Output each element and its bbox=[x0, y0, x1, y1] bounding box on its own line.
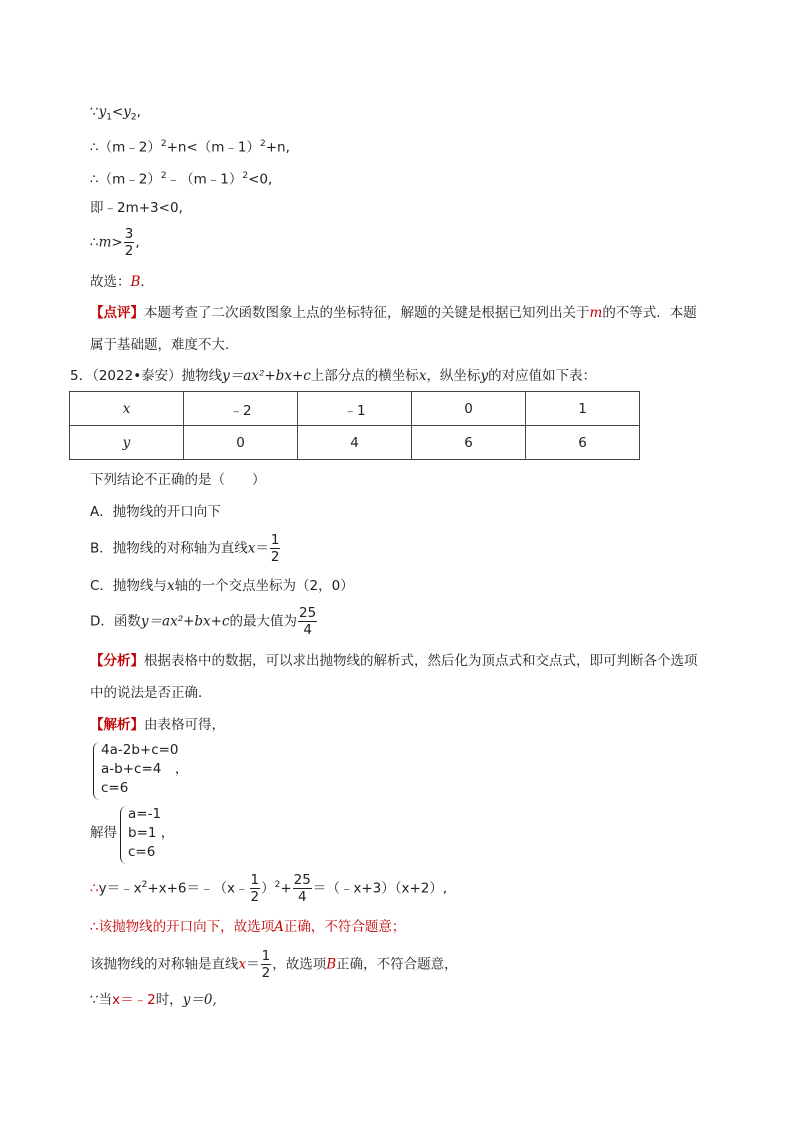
question-5-stem: 5．（2022•泰安）抛物线y＝ax²+bx+c上部分点的横坐标x，纵坐标y的对应值如下表： bbox=[70, 368, 597, 384]
comment-line-2: 属于基础题，难度不大． bbox=[90, 337, 239, 353]
equation: a=-1 bbox=[128, 806, 162, 822]
conclusion-a: ∴该抛物线的开口向下，故选项A正确，不符合题意； bbox=[90, 919, 406, 935]
parabola-equation-line: $\therefore y=﹣x^2+x+6=﹣(x﹣$ $\frac{1}{2}$ ）$^2$+ $\frac{25}{4}$ ＝（﹣x+3）（x+2）, bbox=[90, 872, 448, 905]
brace bbox=[120, 806, 127, 864]
question-prompt: 下列结论不正确的是（ ） bbox=[90, 472, 266, 488]
option-d: D．函数y＝ax²+bx+c的最大值为 $\frac{25}{4}$ bbox=[90, 605, 317, 638]
line-inequality-1: ∴（m﹣2）$^2$+n<（m﹣1）$^2$+n, bbox=[90, 139, 290, 156]
equation: c=6 bbox=[128, 844, 156, 860]
brace bbox=[93, 742, 100, 800]
fraction: $\frac{25}{4}$ bbox=[293, 872, 311, 905]
table-row bbox=[70, 426, 640, 460]
fraction: $\frac{1}{2}$ bbox=[261, 948, 271, 981]
equation: 4a-2b+c=0 bbox=[101, 742, 179, 758]
comment-line-1: 【点评】本题考查了二次函数图象上点的坐标特征，解题的关键是根据已知列出关于m的不等式．本题 bbox=[90, 305, 697, 321]
equation: b=1 ， bbox=[128, 825, 175, 841]
table-cell: 1 bbox=[526, 392, 640, 426]
table-cell: x bbox=[70, 392, 184, 426]
fraction: $\frac{1}{2}$ bbox=[270, 532, 280, 565]
option-a: A．抛物线的开口向下 bbox=[90, 504, 221, 520]
table-cell: ﹣2 bbox=[184, 392, 298, 426]
fraction: $\frac{25}{4}$ bbox=[299, 605, 317, 638]
line-y1-lt-y2: $\because y_1<y_2$, bbox=[90, 104, 141, 123]
solution-intro: 【解析】由表格可得， bbox=[90, 717, 225, 733]
conclusion-b: 该抛物线的对称轴是直线x＝ $\frac{1}{2}$ ，故选项B正确，不符合题意， bbox=[90, 948, 458, 981]
analysis-line-1: 【分析】根据表格中的数据，可以求出抛物线的解析式，然后化为顶点式和交点式，即可判断各个选项 bbox=[90, 653, 698, 669]
equation: c=6 bbox=[101, 780, 129, 796]
line-choose-answer: 故选：B. bbox=[90, 274, 145, 290]
option-b: B．抛物线的对称轴为直线x＝ $\frac{1}{2}$ bbox=[90, 532, 280, 565]
option-c: C．抛物线与x轴的一个交点坐标为（2，0） bbox=[90, 578, 354, 594]
table-row bbox=[70, 392, 640, 426]
line-m-gt-fraction: ∴m> $\frac{3}{2}$ , bbox=[90, 226, 140, 259]
table-cell: 6 bbox=[526, 426, 640, 460]
table-cell: 4 bbox=[298, 426, 412, 460]
value-table bbox=[69, 391, 640, 460]
table-cell: 0 bbox=[184, 426, 298, 460]
table-cell: 0 bbox=[412, 392, 526, 426]
solution-system bbox=[128, 805, 174, 862]
fraction: $\frac{3}{2}$ bbox=[124, 226, 134, 259]
table-cell: 6 bbox=[412, 426, 526, 460]
fraction: $\frac{1}{2}$ bbox=[250, 872, 260, 905]
table-cell: y bbox=[70, 426, 184, 460]
equation-system bbox=[101, 741, 188, 798]
solve-label: 解得 bbox=[90, 825, 117, 841]
line-inequality-2: ∴（m﹣2）$^2$﹣（m﹣1）$^2$<0, bbox=[90, 171, 273, 188]
analysis-line-2: 中的说法是否正确． bbox=[90, 685, 212, 701]
line-inequality-3: 即﹣2m+3<0, bbox=[90, 200, 183, 216]
table-cell: ﹣1 bbox=[298, 392, 412, 426]
last-line: ∵当x＝﹣2时，y＝0, bbox=[90, 992, 217, 1008]
equation: a-b+c=4 ， bbox=[101, 761, 189, 777]
